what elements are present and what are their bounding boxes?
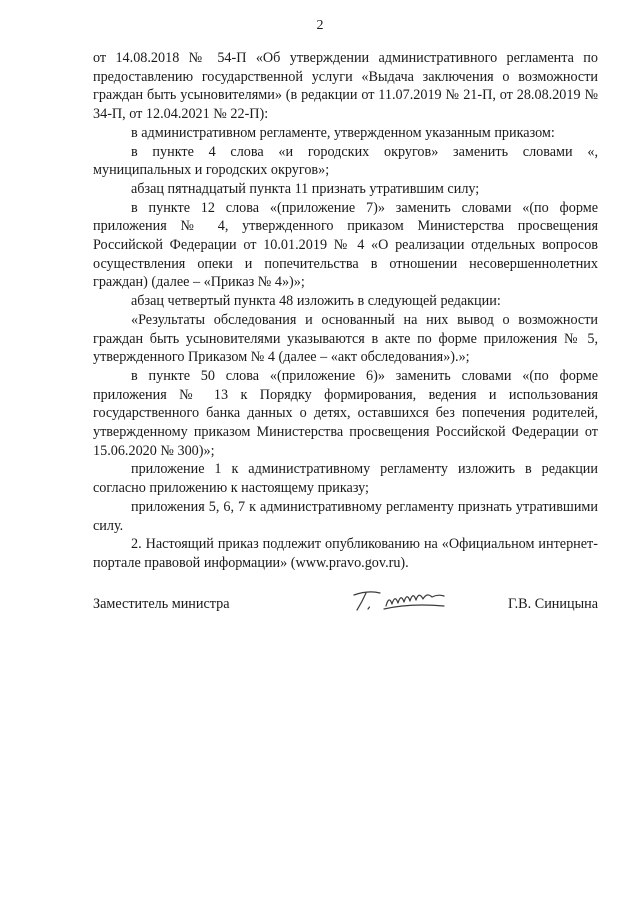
paragraph: в пункте 12 слова «(приложение 7)» заменить словами «(по форме приложения № 4, утвержденного приказом Министерства просвещения Российской Федерации от 10.01.2019 № 4 «О реализации отдельных вопросов осуществления опеки и попечительства в отношении несовершеннолетних граждан) (далее – «Приказ № 4»)»; xyxy=(93,199,598,291)
paragraph: «Результаты обследования и основанный на них вывод о возможности граждан быть усыновителями указываются в акте по форме приложения № 5, утвержденного Приказом № 4 (далее – «акт обследования»).»; xyxy=(93,311,598,366)
paragraph: в пункте 4 слова «и городских округов» заменить словами «, муниципальных и городских округов»; xyxy=(93,143,598,179)
handwritten-signature-icon xyxy=(348,586,458,616)
document-body xyxy=(93,49,598,573)
paragraph: в пункте 50 слова «(приложение 6)» заменить словами «(по форме приложения № 13 к Порядку формирования, ведения и использования государственного банка данных о детях, оставшихся без попечения родителей, утвержденному приказом Министерства просвещения Российской Федерации от 15.06.2020 № 300)»; xyxy=(93,367,598,459)
signature-block xyxy=(93,592,598,622)
paragraph: приложение 1 к административному регламенту изложить в редакции согласно приложению к настоящему приказу; xyxy=(93,461,598,497)
paragraph: абзац четвертый пункта 48 изложить в следующей редакции: xyxy=(131,293,501,310)
signatory-position: Заместитель министра xyxy=(93,596,230,612)
signatory-name: Г.В. Синицына xyxy=(508,596,598,612)
paragraph: приложения 5, 6, 7 к административному регламенту признать утратившими силу. xyxy=(93,498,598,534)
paragraph: абзац пятнадцатый пункта 11 признать утратившим силу; xyxy=(131,180,480,197)
paragraph: в административном регламенте, утвержденном указанным приказом: xyxy=(131,124,555,141)
paragraph: 2. Настоящий приказ подлежит опубликованию на «Официальном интернет-портале правовой информации» (www.pravo.gov.ru). xyxy=(93,536,598,571)
page-number: 2 xyxy=(316,18,324,33)
paragraph: от 14.08.2018 № 54-П «Об утверждении административного регламента по предоставлению государственной услуги «Выдача заключения о возможности граждан быть усыновителями» (в редакции от 11.07.2019 № 21-П, от 28.08.2019 № 34-П, от 12.04.2021 № 22-П): xyxy=(93,50,598,123)
